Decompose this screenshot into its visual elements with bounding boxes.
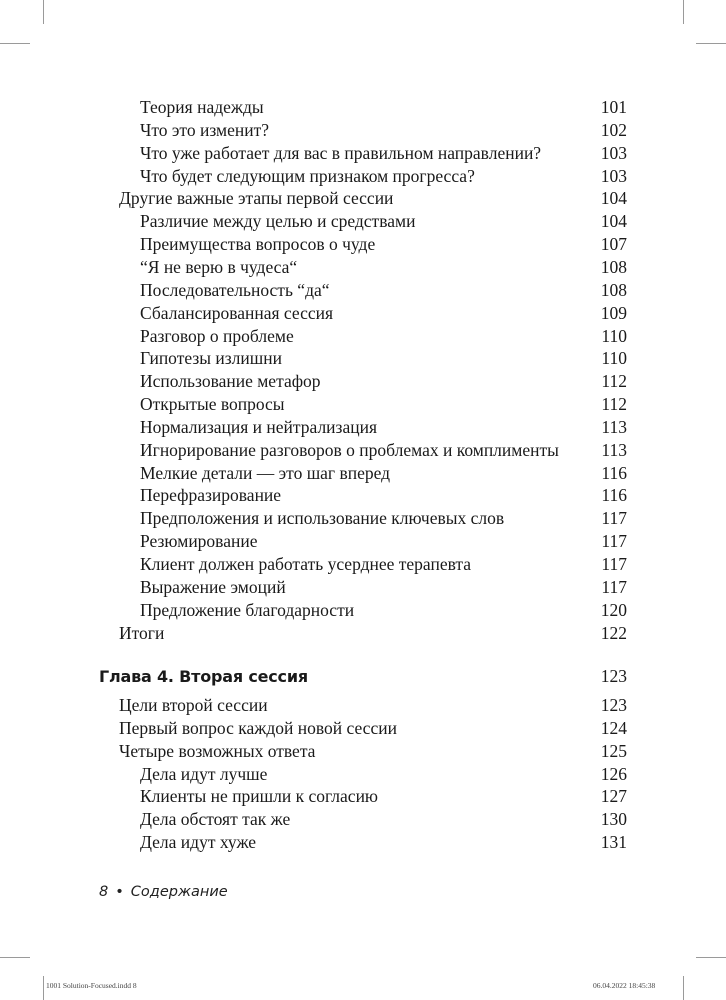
entry-page-number: 117 [601,531,627,552]
entry-page-number: 126 [600,763,627,784]
toc-entry [140,210,627,233]
entry-page-number: 117 [601,576,627,597]
entry-title: Предположения и использование ключевых слов [140,508,505,529]
toc-entry [140,142,627,165]
crop-mark [696,43,726,44]
entry-title: Последовательность “да“ [140,279,330,300]
entry-title: Предложение благодарности [140,599,355,620]
entry-page-number: 127 [600,786,627,807]
entry-page-number: 122 [600,622,627,643]
crop-mark [0,43,30,44]
toc-entry [140,507,627,530]
toc-entry [119,622,627,645]
toc-entry [140,393,627,416]
entry-page-number: 112 [601,394,627,415]
page-number: 8 [99,884,109,900]
toc-entry [140,831,627,854]
toc-entry [140,763,627,786]
entry-title: Другие важные этапы первой сессии [119,188,394,209]
toc-entry [140,462,627,485]
entry-page-number: 103 [600,165,627,186]
entry-page-number: 104 [600,188,627,209]
entry-page-number: 103 [600,142,627,163]
print-slug-file: 1001 Solution-Focused.indd 8 [46,981,137,990]
entry-title: Теория надежды [140,97,264,117]
entry-page-number: 110 [601,325,627,346]
entry-page-number: 130 [600,809,627,830]
toc-entry [140,808,627,831]
toc-entry [140,165,627,188]
entry-title: Цели второй сессии [119,695,268,715]
entry-page-number: 120 [600,599,627,620]
toc-entry [140,370,627,393]
crop-mark [683,0,684,24]
page-footer [99,884,228,900]
toc-entry [140,233,627,256]
entry-page-number: 108 [600,279,627,300]
entry-page-number: 104 [600,211,627,232]
toc-entry [140,325,627,348]
toc-entry [140,599,627,622]
crop-mark [696,957,726,958]
entry-title: Дела идут лучше [140,763,268,784]
entry-page-number: 123 [600,695,627,715]
entry-page-number: 123 [600,666,627,686]
toc-entry [140,553,627,576]
print-slug-timestamp: 06.04.2022 18:45:38 [593,981,656,990]
entry-title: Дела обстоят так же [140,809,291,830]
entry-page-number: 125 [600,740,627,761]
entry-title: Мелкие детали — это шаг вперед [140,462,391,483]
entry-title: Перефразирование [140,485,282,506]
toc-entry [119,740,627,763]
toc-entry [140,530,627,553]
toc-entry [140,256,627,279]
toc-entry [140,96,627,119]
crop-mark [43,0,44,24]
toc-entry [140,302,627,325]
entry-page-number: 117 [601,554,627,574]
entry-title: Преимущества вопросов о чуде [140,234,376,255]
entry-page-number: 116 [601,462,627,483]
toc-entry [140,347,627,370]
toc-entry [140,279,627,302]
toc-entry [140,785,627,808]
entry-title: Клиенты не пришли к согласию [140,786,379,807]
entry-title: Что будет следующим признаком прогресса? [140,165,475,186]
toc-entry [140,576,627,599]
entry-page-number: 116 [601,485,627,506]
entry-title: Резюмирование [140,531,258,552]
toc-entry [140,439,627,462]
entry-page-number: 107 [600,234,627,255]
entry-page-number: 110 [601,348,627,369]
entry-page-number: 124 [600,717,627,738]
entry-page-number: 109 [600,302,627,323]
chapter-heading [99,665,627,688]
entry-title: Открытые вопросы [140,394,285,415]
entry-title: Различие между целью и средствами [140,211,416,232]
entry-title: Глава 4. Вторая сессия [99,667,308,686]
entry-title: Дела идут хуже [140,832,257,853]
toc-entry [119,187,627,210]
section-title: Содержание [130,884,228,900]
toc-entry [140,484,627,507]
entry-page-number: 117 [601,508,627,529]
entry-title: Использование метафор [140,371,321,392]
entry-page-number: 101 [600,97,627,117]
toc-entry [119,694,627,717]
entry-title: Нормализация и нейтрализация [140,416,378,437]
entry-title: “Я не верю в чудеса“ [140,256,298,277]
toc-entry [140,416,627,439]
entry-title: Выражение эмоций [140,576,286,597]
entry-title: Что уже работает для вас в правильном направлении? [140,142,542,163]
crop-mark [683,976,684,1000]
crop-mark [0,957,30,958]
entry-page-number: 108 [600,256,627,277]
entry-title: Сбалансированная сессия [140,302,334,323]
entry-title: Игнорирование разговоров о проблемах и комплименты [140,439,559,460]
entry-title: Четыре возможных ответа [119,740,316,761]
entry-page-number: 112 [601,371,627,392]
toc-entry [119,717,627,740]
entry-title: Что это изменит? [140,119,269,140]
crop-mark [43,976,44,1000]
entry-title: Разговор о проблеме [140,325,294,346]
footer-bullet: • [115,884,124,900]
entry-title: Первый вопрос каждой новой сессии [119,717,397,738]
entry-page-number: 113 [601,439,627,460]
entry-page-number: 113 [601,416,627,437]
entry-title: Гипотезы излишни [140,348,282,369]
entry-title: Итоги [119,622,165,643]
entry-page-number: 131 [600,832,627,853]
entry-page-number: 102 [600,119,627,140]
toc-entry [140,119,627,142]
entry-title: Клиент должен работать усерднее терапевта [140,554,472,574]
